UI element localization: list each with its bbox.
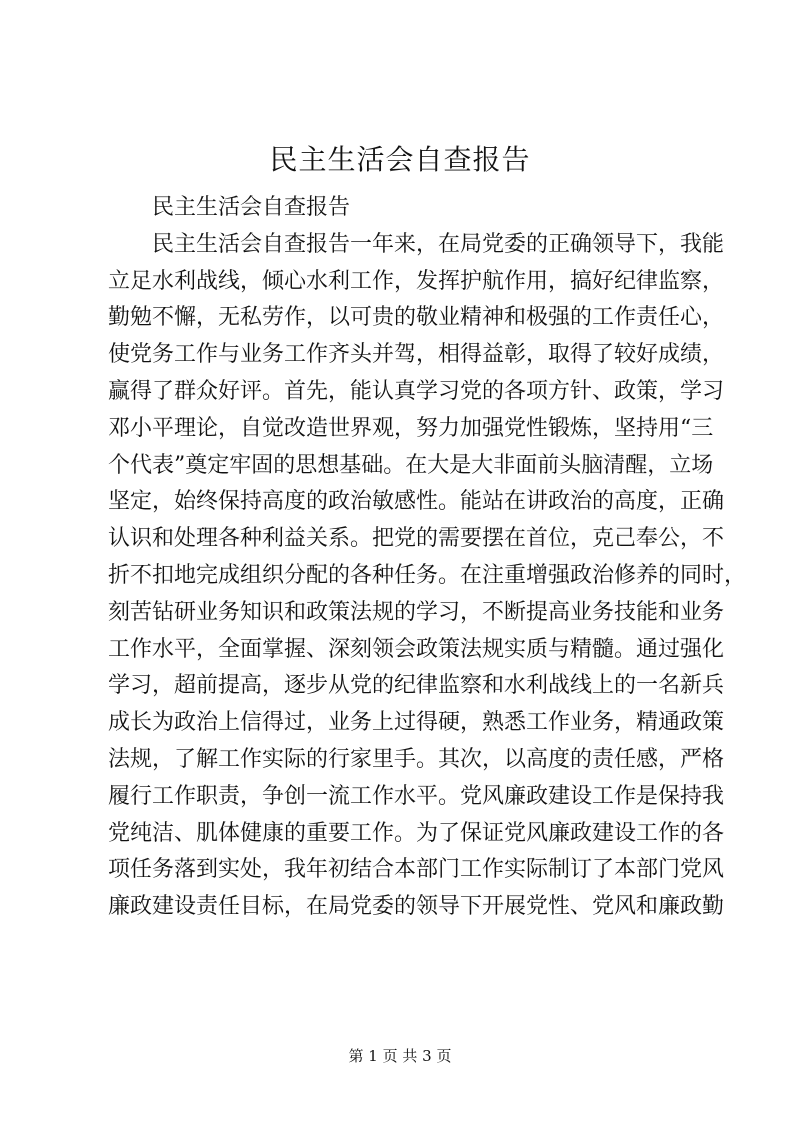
- body-line: 勤勉不懈，无私劳作，以可贵的敬业精神和极强的工作责任心，: [108, 305, 725, 331]
- body-line: 党纯洁、肌体健康的重要工作。为了保证党风廉政建设工作的各: [108, 820, 725, 846]
- body-line: 使党务工作与业务工作齐头并驾，相得益彰，取得了较好成绩，: [108, 342, 725, 368]
- body-line: 法规，了解工作实际的行家里手。其次，以高度的责任感，严格: [108, 746, 725, 772]
- body-line: 赢得了群众好评。首先，能认真学习党的各项方针、政策，学习: [108, 378, 725, 404]
- body-line: 个代表”奠定牢固的思想基础。在大是大非面前头脑清醒，立场: [108, 452, 714, 478]
- body-line: 廉政建设责任目标，在局党委的领导下开展党性、党风和廉政勤: [108, 894, 725, 920]
- body-line: 民主生活会自查报告一年来，在局党委的正确领导下，我能: [152, 231, 725, 257]
- body-line: 邓小平理论，自觉改造世界观，努力加强党性锻炼，坚持用“三: [108, 415, 714, 441]
- body-line: 履行工作职责，争创一流工作水平。党风廉政建设工作是保持我: [108, 783, 725, 809]
- body-line: 工作水平，全面掌握、深刻领会政策法规实质与精髓。通过强化: [108, 636, 725, 662]
- document-body: [108, 190, 747, 926]
- document-title: 民主生活会自查报告: [269, 143, 531, 176]
- body-line: 坚定，始终保持高度的政治敏感性。能站在讲政治的高度，正确: [108, 489, 725, 515]
- document-subtitle: 民主生活会自查报告: [152, 195, 351, 220]
- body-line: 认识和处理各种利益关系。把党的需要摆在首位，克己奉公，不: [108, 526, 725, 552]
- body-line: 项任务落到实处，我年初结合本部门工作实际制订了本部门党风: [108, 857, 725, 883]
- body-line: 成长为政治上信得过，业务上过得硬，熟悉工作业务，精通政策: [108, 710, 725, 736]
- body-line: 学习，超前提高，逐步从党的纪律监察和水利战线上的一名新兵: [108, 673, 725, 699]
- body-line: 刻苦钻研业务知识和政策法规的学习，不断提高业务技能和业务: [108, 599, 725, 625]
- body-line: 折不扣地完成组织分配的各种任务。在注重增强政治修养的同时，: [108, 562, 747, 588]
- body-line: 立足水利战线，倾心水利工作，发挥护航作用，搞好纪律监察，: [108, 268, 725, 294]
- page-footer: 第 1 页 共 3 页: [348, 1047, 452, 1065]
